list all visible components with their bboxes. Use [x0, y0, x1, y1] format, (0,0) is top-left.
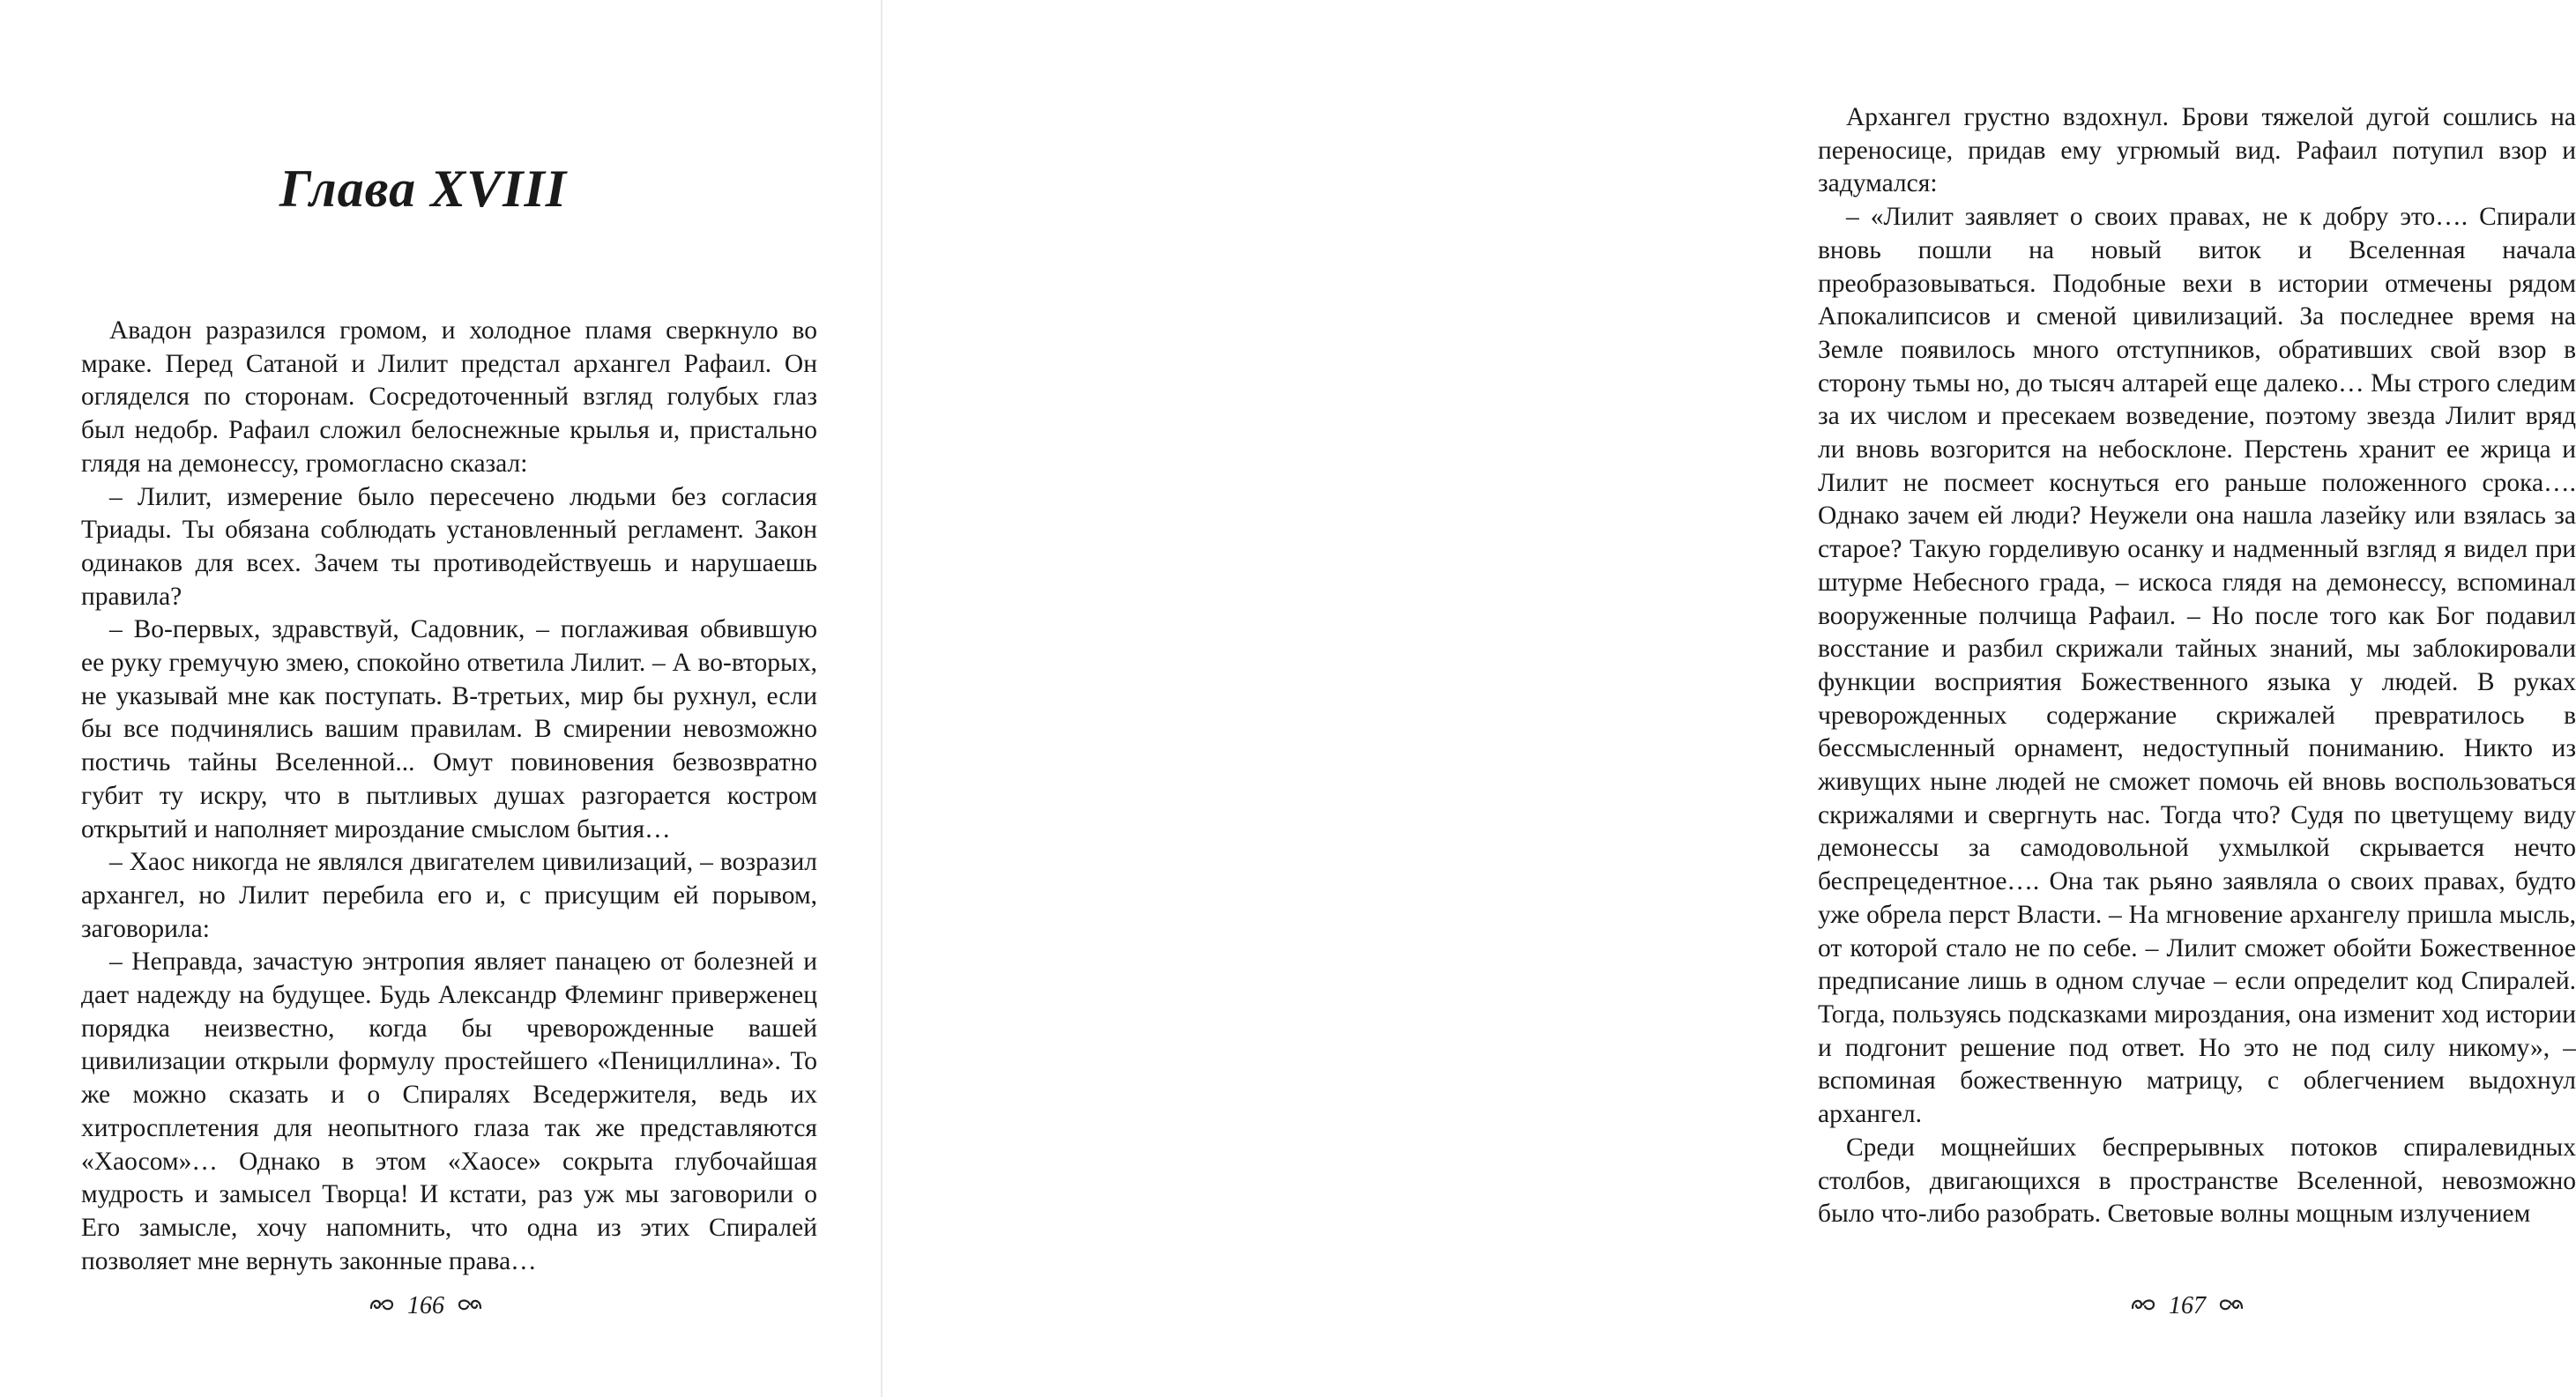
paragraph: Среди мощнейших беспрерывных потоков спиралевидных столбов, двигающихся в пространстве Вселенной, невозможно было что-либо разобрать. Световые волны мощным излучением — [1818, 1133, 2576, 1229]
paragraph: – Во-первых, здравствуй, Садовник, – поглаживая обвившую ее руку гремучую змею, спокойно ответила Лилит. – А во-вторых, не указывай мне как поступать. В-третьих, мир бы рухнул, если бы все подчинялись вашим правилам. В смирении невозможно постичь тайны Вселенной... Омут повиновения безвозвратно губит ту искру, что в пытливых душах разгорается костром открытий и наполняет мироздание смыслом бытия… — [81, 615, 817, 843]
paragraph: – Лилит, измерение было пересечено людьми без согласия Триады. Ты обязана соблюдать установленный регламент. Закон одинаков для всех. Зачем ты противодействуешь и нарушаешь правила? — [81, 482, 817, 611]
right-page — [882, 0, 2576, 1397]
ornament-right-icon — [457, 1293, 483, 1319]
paragraph: – «Лилит заявляет о своих правах, не к добру это…. Спирали вновь пошли на новый виток и Вселенная начала преобразовываться. Подобные вехи в истории отмечены рядом Апокалипсисов и сменой цивилизаций. За последнее время на Земле появилось много отступников, обративших свой взор в сторону тьмы но, до тысяч алтарей еще далеко… Мы строго следим за их числом и пресекаем возведение, поэтому звезда Лилит вряд ли вновь возгорится на небосклоне. Перстень хранит ее жрица и Лилит не посмеет коснуться его раньше положенного срока…. Однако зачем ей люди? Неужели она нашла лазейку или взялась за старое? Такую горделивую осанку и надменный взгляд я видел при штурме Небесного града, – искоса глядя на демонессу, вспоминал вооруженные полчища Рафаил. – Но после того как Бог подавил восстание и разбил скрижали тайных знаний, мы заблокировали функции восприятия Божественного языка у людей. В руках чреворожденных содержание скрижалей превратилось в бессмысленный орнамент, недоступный пониманию. Никто из живущих ныне людей не сможет помочь ей вновь воспользоваться скрижалями и свергнуть нас. Тогда что? Судя по цветущему виду демонессы за самодовольной ухмылкой скрывается нечто беспрецедентное…. Она так рьяно заявляла о своих правах, будто уже обрела перст Власти. – На мгновение архангелу пришла мысль, от которой стало не по себе. – Лилит сможет обойти Божественное предписание лишь в одном случае – если определит код Спиралей. Тогда, пользуясь подсказками мироздания, она изменит ход истории и подгонит решение под ответ. Но это не под силу никому», – вспоминая божественную матрицу, с облегчением выдохнул архангел. — [1818, 203, 2576, 1129]
paragraph: – Хаос никогда не являлся двигателем цивилизаций, – возразил архангел, но Лилит перебила его и, с присущим ей порывом, заговорила: — [81, 848, 817, 943]
page-number-left — [369, 1292, 483, 1320]
ornament-left-icon — [369, 1293, 395, 1319]
swirl-right-icon — [2218, 1296, 2245, 1313]
paragraph: Авадон разразился громом, и холодное пламя сверкнуло во мраке. Перед Сатаной и Лилит предстал архангел Рафаил. Он огляделся по сторонам. Сосредоточенный взгляд голубых глаз был недобр. Рафаил сложил белоснежные крылья и, пристально глядя на демонессу, громогласно сказал: — [81, 316, 817, 478]
ornament-left-icon — [2130, 1293, 2156, 1319]
page-number-right — [2130, 1292, 2245, 1320]
ornament-right-icon — [2218, 1293, 2245, 1319]
paragraph: – Неправда, зачастую энтропия являет панацею от болезней и дает надежду на будущее. Будь Александр Флеминг приверженец порядка неизвестно, когда бы чреворожденные вашей цивилизации открыли формулу простейшего «Пенициллина». То же можно сказать и о Спиралях Вседержителя, ведь их хитросплетения для неопытного глаза так же представляются «Хаосом»… Однако в этом «Хаосе» сокрыта глубочайшая мудрость и замысел Творца! И кстати, раз уж мы заговорили о Его замысле, хочу напомнить, что одна из этих Спиралей позволяет мне вернуть законные права… — [81, 947, 817, 1275]
swirl-right-icon — [457, 1296, 483, 1313]
paragraph: Архангел грустно вздохнул. Брови тяжелой дугой сошлись на переносице, придав ему угрюмый вид. Рафаил потупил взор и задумался: — [1818, 103, 2576, 198]
right-page-text — [1818, 101, 2576, 1231]
chapter-title: Глава XVIII — [279, 160, 568, 218]
page-number-167: 167 — [2169, 1292, 2206, 1319]
page-number-166: 166 — [407, 1292, 444, 1319]
left-page-text — [81, 315, 817, 1278]
left-page — [0, 0, 882, 1397]
swirl-left-icon — [2130, 1296, 2156, 1313]
swirl-left-icon — [369, 1296, 395, 1313]
